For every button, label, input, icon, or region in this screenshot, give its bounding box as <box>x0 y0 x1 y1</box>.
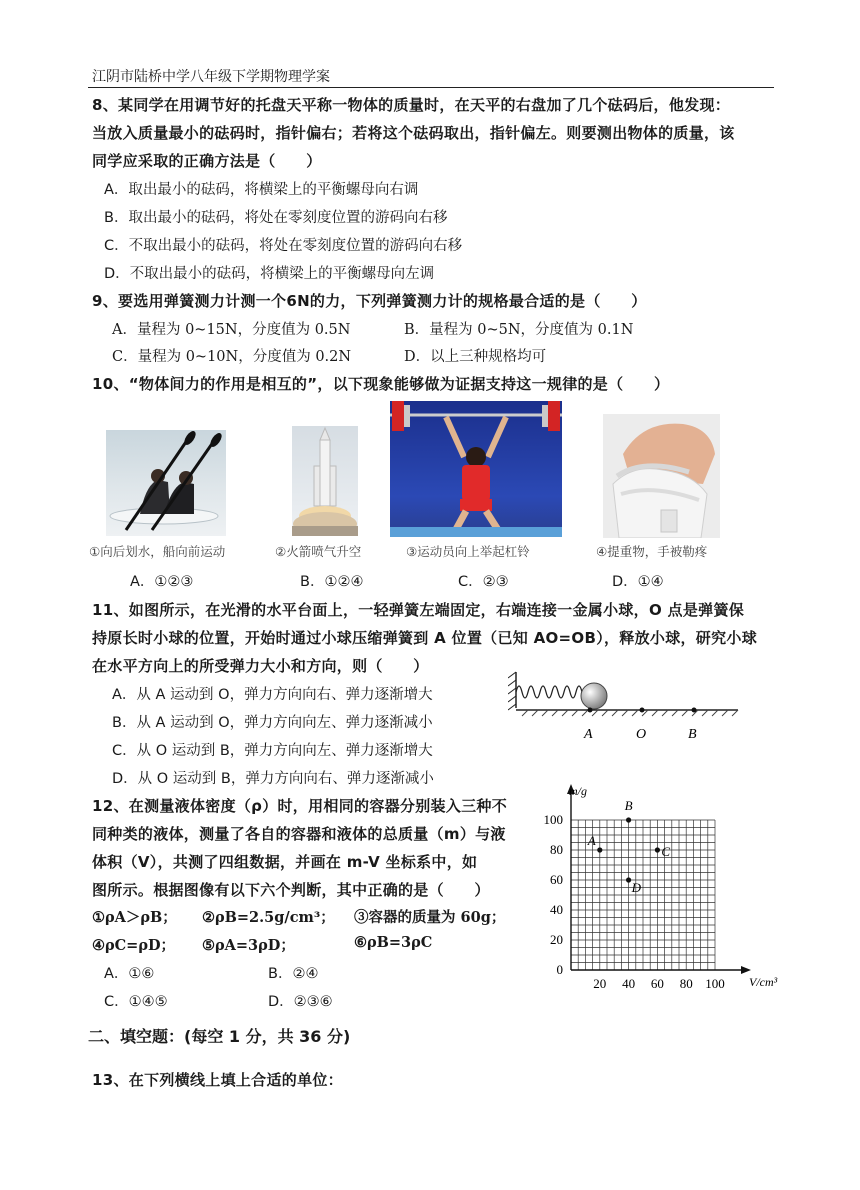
rocket-illustration <box>292 426 358 536</box>
data-point-a <box>597 847 602 852</box>
point-o-dot <box>640 708 645 713</box>
q10-caption-2: ②火箭喷气升空 <box>275 544 362 559</box>
q11-line3: 在水平方向上的所受弹力大小和方向，则（ ） <box>92 657 429 675</box>
q8-option-b: B．取出最小的砝码，将处在零刻度位置的游码向右移 <box>104 210 448 226</box>
weightlifter-illustration <box>390 401 562 537</box>
y-tick-label: 40 <box>550 902 563 917</box>
point-b-label: B <box>688 727 697 742</box>
data-point-label-b: B <box>624 798 633 813</box>
spring-diagram <box>508 668 744 750</box>
q10-option-b: B．①②④ <box>300 574 364 590</box>
data-point-d <box>626 877 631 882</box>
x-tick-label: 20 <box>593 976 607 991</box>
chart-y-axis-label: m/g <box>569 784 587 798</box>
q11-option-b: B．从 A 运动到 O，弹力方向向左、弹力逐渐减小 <box>112 715 433 731</box>
q9-option-d: D．以上三种规格均可 <box>404 349 547 365</box>
wall-hatch <box>508 672 516 710</box>
data-point-c <box>655 847 660 852</box>
point-o-label: O <box>636 727 647 742</box>
metal-ball <box>581 683 607 709</box>
q12-judgement-1: ①ρA＞ρB； <box>92 909 177 926</box>
q11-line2: 持原长时小球的位置，开始时通过小球压缩弹簧到 A 位置（已知 AO=OB），释放小球，研究小球 <box>92 629 757 647</box>
point-a-label: A <box>584 727 593 742</box>
q11-option-c: C．从 O 运动到 B，弹力方向向左、弹力逐渐增大 <box>112 743 433 759</box>
point-b-dot <box>692 708 697 713</box>
data-point-label-d: D <box>631 880 641 895</box>
chart-x-axis-arrow <box>741 966 751 974</box>
q12-judgement-2: ②ρB=2.5g/cm³； <box>202 909 335 926</box>
x-tick-label: 100 <box>705 976 725 991</box>
data-point-label-a: A <box>587 833 596 848</box>
q12-option-c: C．①④⑤ <box>104 994 168 1010</box>
q8-option-a: A．取出最小的砝码，将横梁上的平衡螺母向右调 <box>104 182 419 198</box>
q12-line3: 体积（V），共测了四组数据，并画在 m-V 坐标系中，如 <box>92 853 478 871</box>
q10-caption-3: ③运动员向上举起杠铃 <box>406 544 530 559</box>
q10-option-a: A．①②③ <box>130 574 194 590</box>
q11-option-d: D．从 O 运动到 B，弹力方向向右、弹力逐渐减小 <box>112 771 434 787</box>
section-2-title: 二、填空题：(每空 1 分，共 36 分) <box>88 1027 351 1046</box>
x-tick-label: 60 <box>650 976 664 991</box>
q12-option-d: D．②③⑥ <box>268 994 333 1010</box>
rocket-photo <box>292 426 358 536</box>
q8-line1: 8、某同学在用调节好的托盘天平称一物体的质量时，在天平的右盘加了几个砝码后，他发现： <box>92 96 731 114</box>
point-a-dot <box>588 708 593 713</box>
q12-judgement-4: ④ρC=ρD； <box>92 937 176 954</box>
q10-line1: 10、“物体间力的作用是相互的”，以下现象能够做为证据支持这一规律的是（ ） <box>92 375 670 393</box>
y-tick-label: 0 <box>556 962 563 977</box>
q8-line3: 同学应采取的正确方法是（ ） <box>92 152 322 170</box>
q10-caption-1: ①向后划水，船向前运动 <box>89 544 226 559</box>
q12-option-a: A．①⑥ <box>104 966 155 982</box>
q12-judgement-3: ③容器的质量为 60g； <box>354 909 506 926</box>
mv-chart <box>535 778 795 998</box>
data-point-label-c: C <box>661 844 671 859</box>
q12-line1: 12、在测量液体密度（ρ）时，用相同的容器分别装入三种不 <box>92 797 508 815</box>
kayak-illustration <box>106 430 226 536</box>
q11-option-a: A．从 A 运动到 O，弹力方向向右、弹力逐渐增大 <box>112 687 433 703</box>
x-tick-label: 80 <box>679 976 693 991</box>
document-header: 江阴市陆桥中学八年级下学期物理学案 <box>92 69 330 85</box>
chart-x-ticks <box>593 976 724 991</box>
kayak-photo <box>106 430 226 536</box>
q12-line2: 同种类的液体，测量了各自的容器和液体的总质量（m）与液 <box>92 825 506 843</box>
q10-option-c: C．②③ <box>458 574 509 590</box>
y-tick-label: 60 <box>550 872 563 887</box>
weightlifter-photo <box>390 401 562 537</box>
q9-option-c: C．量程为 0~10N，分度值为 0.2N <box>112 349 352 365</box>
q11-line1: 11、如图所示，在光滑的水平台面上，一轻弹簧左端固定，右端连接一金属小球，O 点是弹簧保 <box>92 601 745 619</box>
q10-option-d: D．①④ <box>612 574 664 590</box>
x-tick-label: 40 <box>622 976 636 991</box>
q12-judgement-5: ⑤ρA=3ρD； <box>202 937 295 954</box>
surface-hatch <box>522 710 738 716</box>
data-point-b <box>626 817 631 822</box>
q12-judgement-6: ⑥ρB=3ρC <box>354 934 433 951</box>
q12-line4: 图所示。根据图像有以下六个判断，其中正确的是（ ） <box>92 881 490 899</box>
chart-y-ticks <box>544 812 564 977</box>
q13-line1: 13、在下列横线上填上合适的单位： <box>92 1071 343 1089</box>
y-tick-label: 100 <box>543 812 563 827</box>
y-tick-label: 80 <box>550 842 563 857</box>
hand-bag-photo <box>603 414 720 538</box>
q9-option-a: A．量程为 0~15N，分度值为 0.5N <box>112 322 351 338</box>
q10-caption-4: ④提重物，手被勒疼 <box>596 544 708 559</box>
y-tick-label: 20 <box>550 932 563 947</box>
q8-option-c: C．不取出最小的砝码，将处在零刻度位置的游码向右移 <box>104 238 463 254</box>
hand-bag-illustration <box>603 414 720 538</box>
q8-option-d: D．不取出最小的砝码，将横梁上的平衡螺母向左调 <box>104 266 435 282</box>
q9-option-b: B．量程为 0~5N，分度值为 0.1N <box>404 322 634 338</box>
q8-line2: 当放入质量最小的砝码时，指针偏右；若将这个砝码取出，指针偏左。则要测出物体的质量，该 <box>92 124 735 142</box>
header-rule <box>88 87 774 88</box>
q9-line1: 9、要选用弹簧测力计测一个6N的力，下列弹簧测力计的规格最合适的是（ ） <box>92 292 647 310</box>
chart-x-axis-label: V/cm³ <box>749 975 778 989</box>
q12-option-b: B．②④ <box>268 966 319 982</box>
